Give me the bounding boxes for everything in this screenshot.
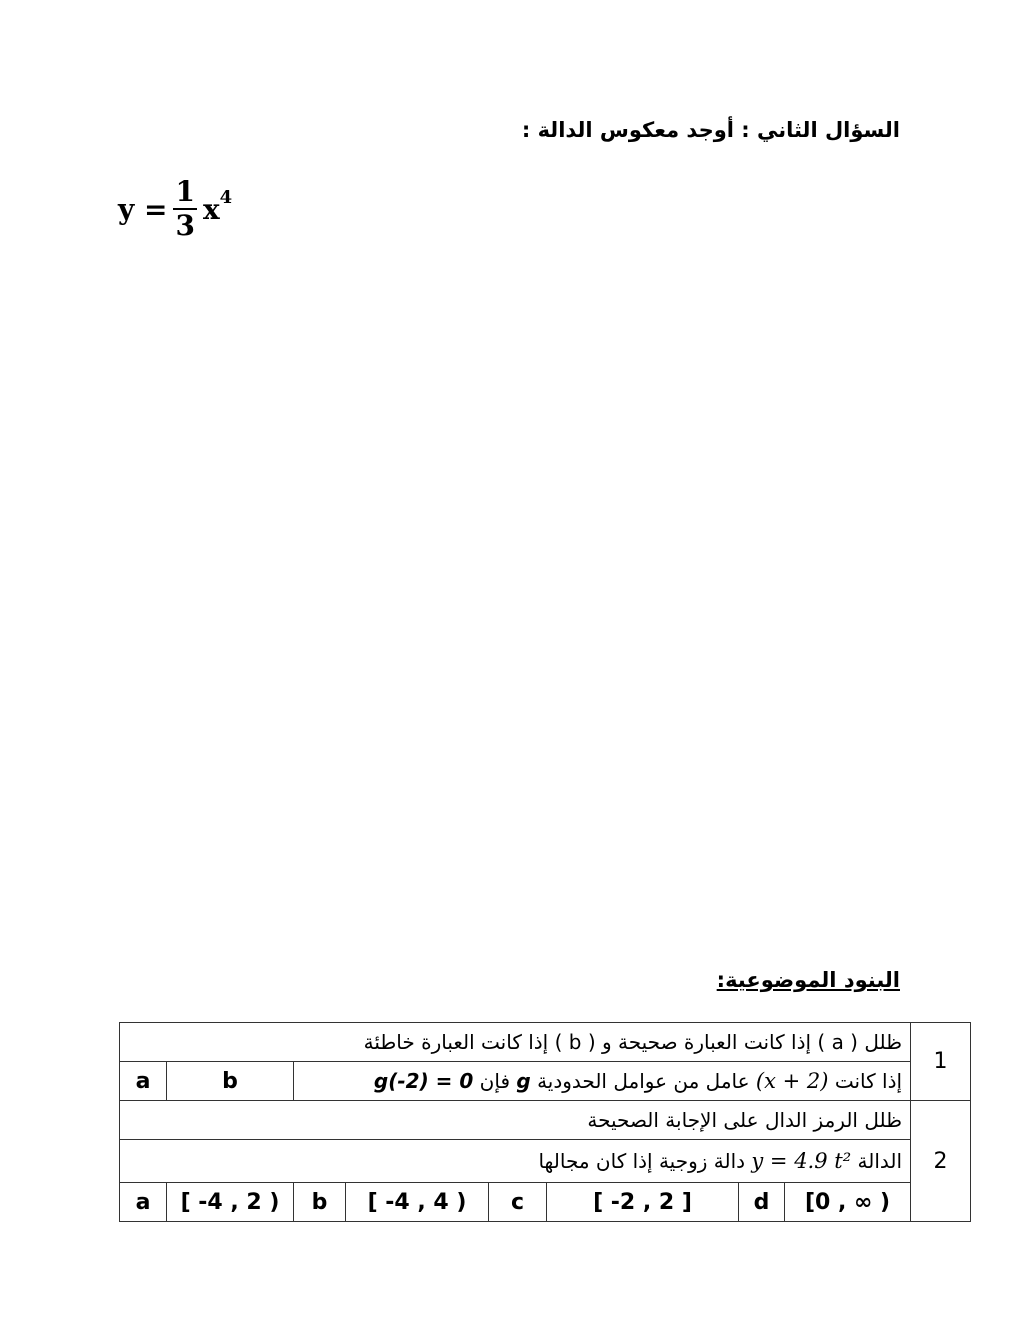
fraction-denominator: 3 — [175, 209, 195, 242]
item1-statement-row — [120, 1062, 971, 1101]
item1-statement-condition: g(-2) = 0 — [373, 1069, 474, 1093]
objective-items-table — [119, 1022, 971, 1222]
item1-statement-then: فإن — [479, 1069, 511, 1093]
equation-fraction — [173, 176, 196, 242]
item1-statement-g: g — [516, 1069, 531, 1093]
item1-choice-a[interactable]: a — [120, 1062, 167, 1101]
item2-option-a-value: [ -4 , 2 ) — [167, 1183, 294, 1222]
question-2-title: السؤال الثاني : أوجد معكوس الدالة : — [521, 118, 900, 142]
equation-exponent: 4 — [219, 186, 233, 208]
objective-items-title: البنود الموضوعية: — [716, 968, 900, 992]
item1-number: 1 — [911, 1023, 971, 1101]
item2-option-b-value: [ -4 , 4 ) — [346, 1183, 489, 1222]
item1-instruction: ظلل ( a ) إذا كانت العبارة صحيحة و ( b ) إذا كانت العبارة خاطئة — [120, 1023, 911, 1062]
equation-lhs: y = — [118, 192, 168, 226]
equation-base: x — [202, 192, 220, 226]
item2-instruction-row — [120, 1101, 971, 1140]
item2-option-c-value: [ -2 , 2 ] — [547, 1183, 739, 1222]
item1-choice-b-label: b — [222, 1068, 238, 1094]
fraction-numerator: 1 — [175, 175, 195, 208]
item2-option-a-letter[interactable]: a — [120, 1183, 167, 1222]
item2-option-d-letter[interactable]: d — [739, 1183, 785, 1222]
item2-question-suffix: دالة زوجية إذا كان مجالها — [538, 1149, 746, 1173]
item2-number: 2 — [911, 1101, 971, 1222]
item1-choice-b[interactable] — [167, 1062, 294, 1101]
item2-option-b-letter[interactable]: b — [294, 1183, 346, 1222]
item2-option-d-value: [0 , ∞ ) — [785, 1183, 911, 1222]
item1-statement-prefix: إذا كانت — [834, 1069, 903, 1093]
item1-statement-middle: عامل من عوامل الحدودية — [537, 1069, 750, 1093]
item2-question-row — [120, 1140, 971, 1183]
item2-question-math: y = 4.9 t² — [751, 1149, 852, 1173]
item2-instruction: ظلل الرمز الدال على الإجابة الصحيحة — [120, 1101, 911, 1140]
item1-statement-math: (x + 2) — [755, 1069, 829, 1093]
item2-question — [120, 1140, 911, 1183]
item2-question-prefix: الدالة — [857, 1149, 903, 1173]
item1-statement — [294, 1062, 911, 1101]
item2-options-row — [120, 1183, 971, 1222]
item2-option-c-letter[interactable]: c — [489, 1183, 547, 1222]
inverse-function-equation — [118, 176, 232, 242]
item1-instruction-row — [120, 1023, 971, 1062]
